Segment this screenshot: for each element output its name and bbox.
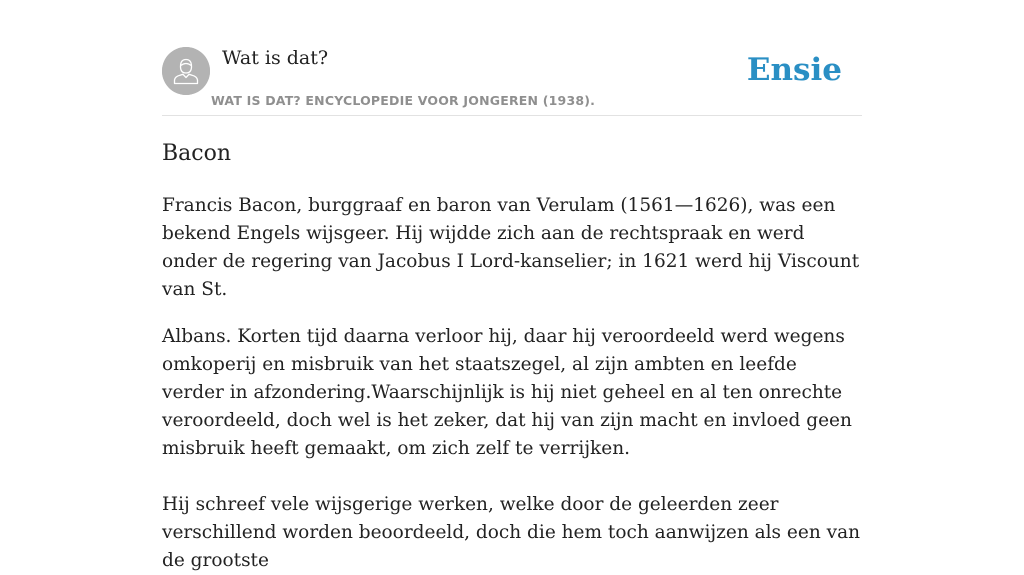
- source-subtitle[interactable]: WAT IS DAT? ENCYCLOPEDIE VOOR JONGEREN (1938).: [211, 93, 596, 108]
- article-paragraph: Albans. Korten tijd daarna verloor hij, daar hij veroordeeld werd wegens omkoperij en misbruik van het staatszegel, al zijn ambten en leefde verder in afzondering.Waarschijnlijk is hij niet geheel en al ten onrechte veroordeeld, doch wel is het zeker, dat hij van zijn macht en invloed geen misbruik heeft gemaakt, om zich zelf te verrijken.: [162, 326, 852, 459]
- user-avatar-icon: [162, 47, 210, 95]
- source-title[interactable]: Wat is dat?: [222, 47, 329, 69]
- avatar[interactable]: [162, 47, 210, 95]
- article-title: Bacon: [162, 141, 232, 166]
- article-paragraph: Francis Bacon, burggraaf en baron van Verulam (1561—1626), was een bekend Engels wijsgeer. Hij wijdde zich aan de rechtspraak en werd onder de regering van Jacobus I Lord-kanselier; in 1621 werd hij Viscount van St.: [162, 195, 860, 300]
- article-paragraph: Hij schreef vele wijsgerige werken, welke door de geleerden zeer verschillend worden beoordeeld, doch die hem toch aanwijzen als een van de grootste: [162, 494, 861, 571]
- article: [162, 139, 862, 575]
- source-header: [162, 46, 862, 116]
- brand-logo[interactable]: Ensie: [746, 52, 842, 88]
